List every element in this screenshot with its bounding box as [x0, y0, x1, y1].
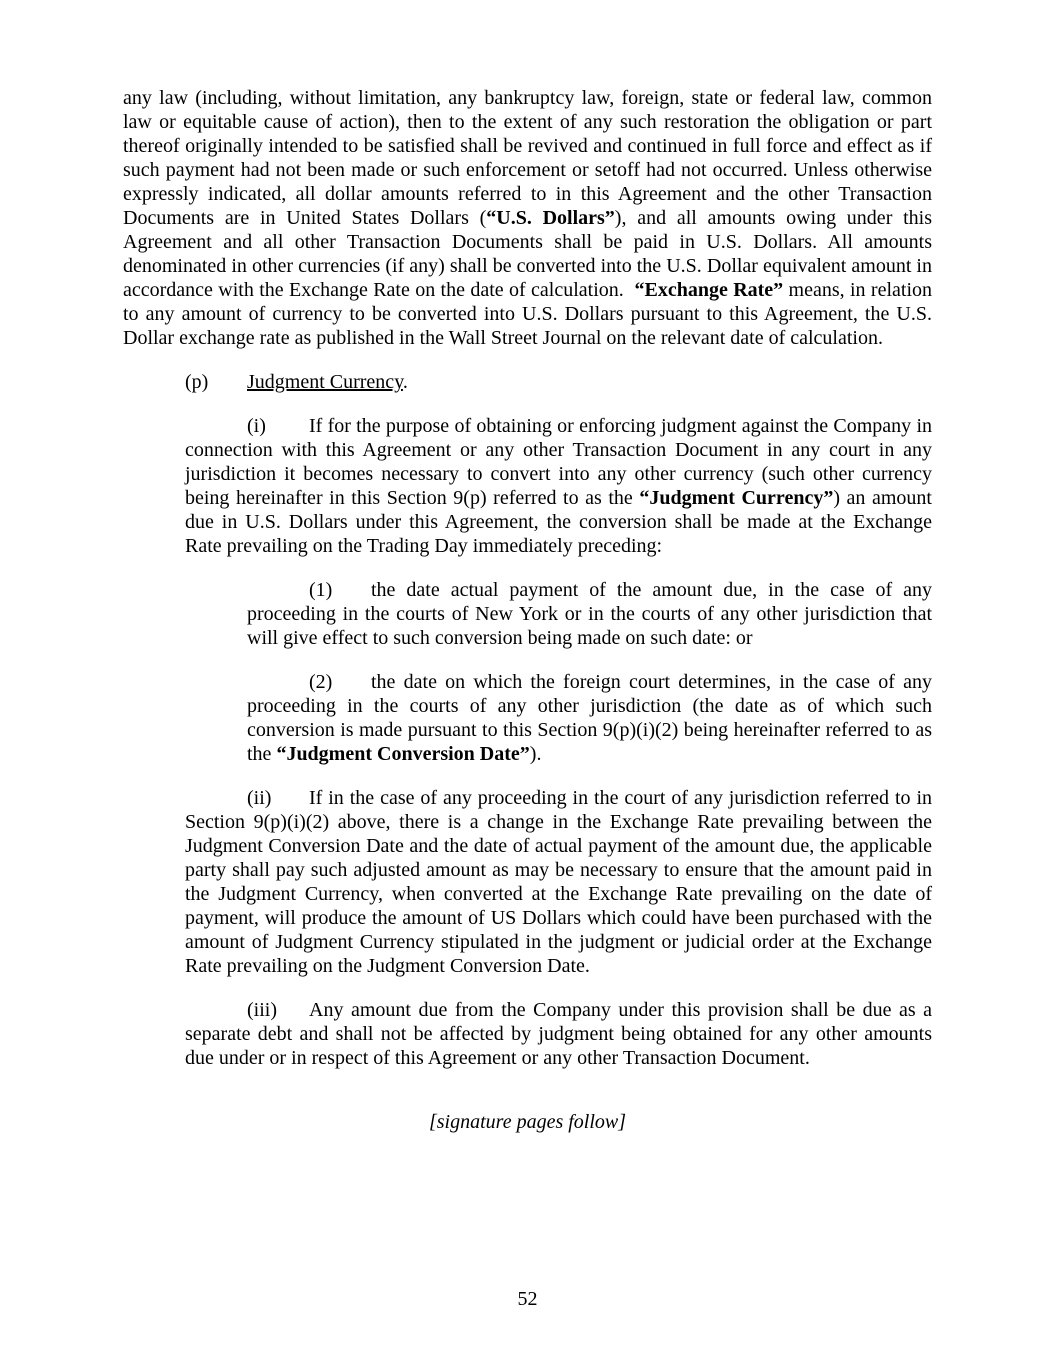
text-run: ), and all amounts owing under this Agreement and all other Transaction Documents shall be paid in U.S. Dollars. All amounts denominated in other currencies (if any) shall be converted into the U.S. Dollar equivalent amount in accordance with the Exchange Rate on the date of calculation. [123, 207, 932, 301]
paragraph-clause-1 [123, 578, 932, 650]
text-run: the date actual payment of the amount due, in the case of any proceeding in the courts of New York or in the courts of any other jurisdiction that will give effect to such conversion being made on such date: or [247, 579, 932, 649]
text-run: Any amount due from the Company under this provision shall be due as a separate debt and shall not be affected by judgment being obtained for any other amounts due under or in respect of this Agreement or any other Transaction Document. [185, 999, 932, 1069]
paragraph-clause-2 [123, 670, 932, 766]
text-run: Judgment Currency [247, 371, 403, 393]
paragraph-clause-ii [123, 786, 932, 978]
text-run: ). [529, 743, 542, 765]
text-run: If for the purpose of obtaining or enforcing judgment against the Company in connection with this Agreement or any other Transaction Document in any court in any jurisdiction it becomes necessary to convert into any other currency (such other currency being hereinafter in this Section 9(p) referred to as the [185, 415, 932, 509]
paragraph-judgment-currency-heading [123, 370, 932, 394]
text-run: means, in relation to any amount of currency to be converted into U.S. Dollars pursuant to this Agreement, the U.S. Dollar exchange rate as published in the Wall Street Journal on the relevant date of calculation. [123, 279, 932, 349]
text-run: “U.S. Dollars” [486, 207, 615, 229]
page-number: 52 [517, 1288, 538, 1310]
paragraph-clause-iii [123, 998, 932, 1070]
clause-label: (1) [309, 579, 333, 601]
text-run: ) an amount due in U.S. Dollars under this Agreement, the conversion shall be made at the Exchange Rate prevailing on the Trading Day immediately preceding: [185, 487, 932, 557]
text-run: any law (including, without limitation, any bankruptcy law, foreign, state or federal law, common law or equitable cause of action), then to the extent of any such restoration the obligation or part thereof originally intended to be satisfied shall be revived and continued in full force and effect as if such payment had not been made or such enforcement or setoff had not occurred. Unless otherwise expressly indicated, all dollar amounts referred to in this Agreement and the other Transaction Documents are in United States Dollars ( [123, 87, 932, 229]
clause-label: (ii) [247, 787, 272, 809]
clause-label: (p) [185, 371, 209, 393]
paragraph-intro [123, 86, 932, 350]
paragraph-clause-i [123, 414, 932, 558]
text-run: “Judgment Currency” [639, 487, 834, 509]
text-run: “Judgment Conversion Date” [276, 743, 530, 765]
signature-pages-note: [signature pages follow] [428, 1111, 627, 1133]
text-run: If in the case of any proceeding in the court of any jurisdiction referred to in Section 9(p)(i)(2) above, there is a change in the Exchange Rate prevailing between the Judgment Conversion Date and the date of actual payment of the amount due, the applicable party shall pay such adjusted amount as may be necessary to ensure that the amount paid in the Judgment Currency, when converted at the Exchange Rate prevailing on the date of payment, will produce the amount of US Dollars which could have been purchased with the amount of Judgment Currency stipulated in the judgment or judicial order at the Exchange Rate prevailing on the Judgment Conversion Date. [185, 787, 932, 977]
text-run: . [402, 371, 408, 393]
document-body [123, 86, 932, 1134]
clause-label: (i) [247, 415, 266, 437]
text-run: the date on which the foreign court determines, in the case of any proceeding in the courts of any other jurisdiction (the date as of which such conversion is made pursuant to this Section 9(p)(i)(2) being hereinafter referred to as the [247, 671, 932, 765]
clause-label: (iii) [247, 999, 277, 1021]
text-run: “Exchange Rate” [634, 279, 784, 301]
clause-label: (2) [309, 671, 333, 693]
